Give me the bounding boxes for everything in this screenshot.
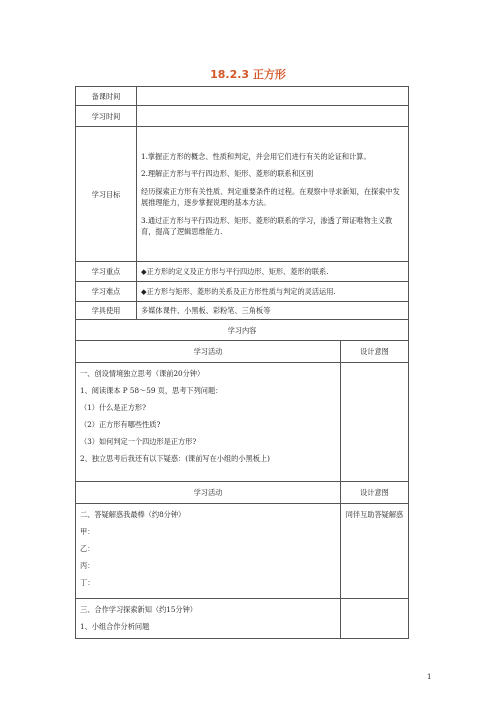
row-activity-header-1 <box>76 341 409 363</box>
value-study-time <box>137 106 409 127</box>
section-2-line: 甲： <box>80 527 95 536</box>
row-study-time <box>76 106 409 127</box>
section-2-line: 丁： <box>80 578 95 587</box>
section-1-line: 1、阅读课本 P 58～59 页，思考下列问题： <box>80 386 223 395</box>
section-3-intent <box>341 599 409 639</box>
section-2-intent <box>341 504 409 599</box>
section-1-title: 一、创设情境独立思考（课前20分钟） <box>80 369 205 378</box>
row-section-3 <box>76 599 409 639</box>
section-1-intent <box>341 363 409 482</box>
section-3-title: 三、合作学习探索新知（约15分钟） <box>80 605 197 614</box>
row-section-2 <box>76 504 409 599</box>
section-2-line: 丙： <box>80 561 95 570</box>
row-content-header <box>76 320 409 341</box>
content-header: 学习内容 <box>76 320 409 341</box>
page-title: 18.2.3 正方形 <box>210 68 286 81</box>
section-3-line: 1、小组合作分析问题 <box>80 622 150 631</box>
section-3-cell <box>76 599 341 639</box>
label-tools: 学具使用 <box>76 302 137 320</box>
activity-header: 学习活动 <box>76 482 341 504</box>
section-2-line: 乙： <box>80 544 95 553</box>
objective-3: 3.通过正方形与平行四边形、矩形、菱形的联系的学习，渗透了辩证唯物主义教育，提高了逻辑思维能力. <box>141 215 393 236</box>
objective-2-detail: 经历探索正方形有关性质、判定重要条件的过程。在观察中寻求新知，在探索中发展推理能力，逐步掌握说理的基本方法。 <box>141 186 400 207</box>
label-difficulty: 学习难点 <box>76 282 137 302</box>
row-objectives <box>76 127 409 262</box>
label-study-time: 学习时间 <box>76 106 137 127</box>
activity-header: 学习活动 <box>76 341 341 363</box>
label-focus: 学习重点 <box>76 262 137 282</box>
section-1-line: （1）什么是正方形? <box>80 403 146 412</box>
section-1-line: （3）如何判定一个四边形是正方形? <box>80 437 197 446</box>
section-2-title: 二、答疑解惑我最棒（约8分钟） <box>80 510 186 519</box>
row-section-1 <box>76 363 409 482</box>
row-prep-time <box>76 87 409 106</box>
page-number: 1 <box>427 673 432 681</box>
objective-1: 1.掌握正方形的概念、性质和判定，并会用它们进行有关的论证和计算。 <box>141 151 371 161</box>
section-1-line: 2、独立思考后我还有以下疑惑：(课前写在小组的小黑板上) <box>80 454 270 463</box>
label-prep-time: 备课时间 <box>76 87 137 106</box>
section-1-cell <box>76 363 341 482</box>
section-2-cell <box>76 504 341 599</box>
row-tools <box>76 302 409 320</box>
section-2-intent-text: 同伴互助答疑解惑 <box>345 510 404 519</box>
value-focus: ◆正方形的定义及正方形与平行四边形、矩形、菱形的联系. <box>137 262 409 282</box>
section-1-line: （2）正方形有哪些性质? <box>80 420 161 429</box>
row-focus <box>76 262 409 282</box>
objective-2: 2.理解正方形与平行四边形、矩形、菱形的联系和区别 <box>141 169 314 178</box>
value-difficulty: ◆正方形与矩形、菱形的关系及正方形性质与判定的灵活运用. <box>137 282 409 302</box>
label-objectives: 学习目标 <box>76 127 137 262</box>
lesson-plan-table <box>75 86 409 639</box>
value-tools: 多媒体课件、小黑板、彩粉笔、三角板等 <box>137 302 409 320</box>
objectives-cell <box>137 127 409 262</box>
intent-header: 设计意图 <box>341 341 409 363</box>
value-prep-time <box>137 87 409 106</box>
row-difficulty <box>76 282 409 302</box>
intent-header: 设计意图 <box>341 482 409 504</box>
row-activity-header-2 <box>76 482 409 504</box>
